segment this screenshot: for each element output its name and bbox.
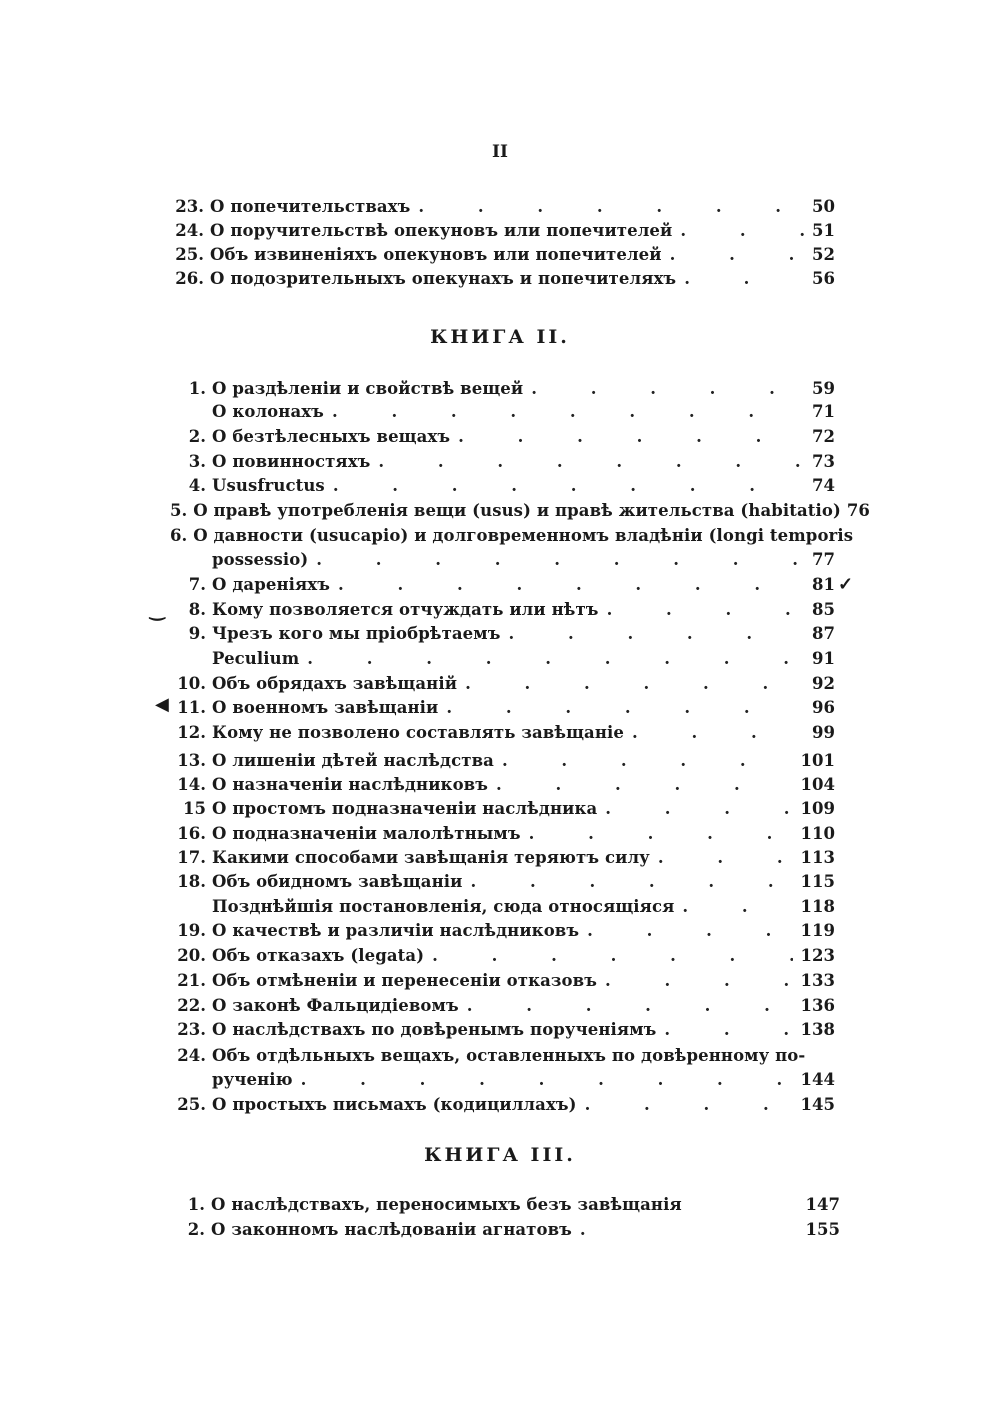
toc-entry bbox=[160, 244, 835, 266]
leader-dots bbox=[508, 623, 804, 645]
entry-title: Peculium bbox=[212, 649, 300, 668]
entry-title: О безтѣлесныхъ вещахъ bbox=[212, 427, 451, 446]
toc-entry bbox=[170, 697, 835, 719]
toc-entry bbox=[170, 623, 835, 645]
toc-entry-continuation bbox=[170, 549, 835, 571]
entry-number: 6. bbox=[170, 526, 188, 545]
entry-title: О простомъ подназначеніи наслѣдника bbox=[212, 799, 598, 818]
leader-dots bbox=[531, 378, 804, 400]
entry-title: О попечительствахъ bbox=[210, 197, 411, 216]
entry-page: 52 bbox=[812, 245, 835, 264]
entry-title: О раздѣленіи и свойствѣ вещей bbox=[212, 379, 524, 398]
toc-entry bbox=[170, 525, 854, 547]
entry-page: 145 bbox=[800, 1095, 835, 1114]
entry-title: Какими способами завѣщанія теряютъ силу bbox=[212, 848, 650, 867]
entry-page: 91 bbox=[812, 649, 835, 668]
entry-number: 23. bbox=[177, 1020, 206, 1039]
entry-number: 23. bbox=[175, 197, 204, 216]
leader-dots bbox=[605, 970, 793, 992]
leader-dots bbox=[333, 475, 804, 497]
entry-page: 72 bbox=[812, 427, 835, 446]
leader-dots bbox=[458, 426, 804, 448]
toc-entry bbox=[170, 798, 835, 820]
toc-entry bbox=[170, 475, 835, 497]
entry-title: О лишеніи дѣтей наслѣдства bbox=[212, 751, 494, 770]
toc-entry bbox=[170, 945, 835, 967]
leader-dots bbox=[658, 847, 793, 869]
entry-title: О простыхъ письмахъ (кодициллахъ) bbox=[212, 1095, 577, 1114]
toc-entry bbox=[170, 673, 835, 695]
entry-page: 136 bbox=[800, 996, 835, 1015]
entry-page: 59 bbox=[812, 379, 835, 398]
entry-number: 11. bbox=[177, 698, 206, 717]
entry-page: 73 bbox=[812, 452, 835, 471]
toc-entry bbox=[170, 995, 835, 1017]
entry-number: 3. bbox=[188, 452, 206, 471]
entry-number: 9. bbox=[188, 624, 206, 643]
entry-page: 119 bbox=[800, 921, 835, 940]
entry-number: 17. bbox=[177, 848, 206, 867]
leader-dots bbox=[332, 401, 804, 423]
entry-page: 147 bbox=[805, 1195, 840, 1214]
entry-page: 109 bbox=[800, 799, 835, 818]
page-number: II bbox=[492, 142, 508, 162]
toc-entry bbox=[170, 920, 835, 942]
entry-title: Объ отдѣльныхъ вещахъ, оставленныхъ по довѣренному по- bbox=[212, 1046, 806, 1065]
entry-number: 21. bbox=[177, 971, 206, 990]
toc-entry bbox=[170, 774, 835, 796]
leader-dots bbox=[496, 774, 793, 796]
entry-title: Кому не позволено составлять завѣщаніе bbox=[212, 723, 624, 742]
margin-mark: ‿ bbox=[150, 600, 165, 621]
entry-number: 25. bbox=[175, 245, 204, 264]
leader-dots bbox=[607, 599, 804, 621]
entry-page: 92 bbox=[812, 674, 835, 693]
entry-page: 104 bbox=[800, 775, 835, 794]
entry-page: 118 bbox=[800, 897, 835, 916]
entry-title: О повинностяхъ bbox=[212, 452, 371, 471]
entry-title: Объ извиненіяхъ опекуновъ или попечителей bbox=[210, 245, 662, 264]
leader-dots bbox=[307, 648, 804, 670]
entry-number: 12. bbox=[177, 723, 206, 742]
entry-page: 155 bbox=[805, 1220, 840, 1239]
entry-page: 101 bbox=[800, 751, 835, 770]
entry-page: 113 bbox=[800, 848, 835, 867]
entry-title: О подназначеніи малолѣтнымъ bbox=[212, 824, 521, 843]
toc-entry bbox=[170, 1019, 835, 1041]
entry-title: Позднѣйшія постановленія, сюда относящіяся bbox=[212, 897, 675, 916]
entry-title-continuation: possessio) bbox=[212, 550, 309, 569]
leader-dots bbox=[338, 574, 804, 596]
entry-title: Объ обрядахъ завѣщаній bbox=[212, 674, 458, 693]
leader-dots bbox=[684, 268, 804, 290]
toc-entry bbox=[160, 268, 835, 290]
entry-number: 22. bbox=[177, 996, 206, 1015]
entry-page: 81 bbox=[812, 575, 835, 594]
toc-entry bbox=[170, 648, 835, 670]
entry-title: Объ отмѣненіи и перенесеніи отказовъ bbox=[212, 971, 597, 990]
entry-title-continuation: рученію bbox=[212, 1070, 293, 1089]
entry-number: 16. bbox=[177, 824, 206, 843]
entry-title: Объ отказахъ (legata) bbox=[212, 946, 425, 965]
entry-page: 133 bbox=[800, 971, 835, 990]
toc-entry bbox=[170, 823, 835, 845]
entry-page: 123 bbox=[800, 946, 835, 965]
entry-title: О колонахъ bbox=[212, 402, 324, 421]
toc-entry bbox=[160, 196, 835, 218]
leader-dots bbox=[378, 451, 804, 473]
entry-number: 4. bbox=[188, 476, 206, 495]
entry-title: О давности (usucapio) и долговременномъ владѣніи (longi temporis bbox=[193, 526, 854, 545]
toc-entry bbox=[165, 1219, 840, 1241]
entry-number: 2. bbox=[187, 1220, 205, 1239]
entry-number: 24. bbox=[177, 1046, 206, 1065]
entry-title: О военномъ завѣщаніи bbox=[212, 698, 439, 717]
leader-dots bbox=[680, 220, 804, 242]
toc-entry bbox=[170, 970, 835, 992]
entry-page: 96 bbox=[812, 698, 835, 717]
entry-page: 76 bbox=[846, 501, 870, 520]
entry-page: 74 bbox=[812, 476, 835, 495]
entry-title: Кому позволяется отчуждать или нѣтъ bbox=[212, 600, 599, 619]
entry-page: 85 bbox=[812, 600, 835, 619]
leader-dots bbox=[470, 871, 792, 893]
toc-entry bbox=[170, 401, 835, 423]
leader-dots bbox=[316, 549, 804, 571]
toc-entry bbox=[170, 1094, 835, 1116]
toc-entry bbox=[170, 722, 835, 744]
leader-dots bbox=[502, 750, 793, 772]
entry-number: 13. bbox=[177, 751, 206, 770]
toc-entry bbox=[170, 599, 835, 621]
toc-entry bbox=[170, 896, 835, 918]
entry-page: 99 bbox=[812, 723, 835, 742]
entry-number: 2. bbox=[188, 427, 206, 446]
toc-entry bbox=[170, 451, 835, 473]
entry-number: 20. bbox=[177, 946, 206, 965]
leader-dots bbox=[682, 896, 792, 918]
leader-dots bbox=[529, 823, 793, 845]
toc-entry-continuation bbox=[170, 1069, 835, 1091]
book-2-heading: КНИГА II. bbox=[430, 326, 570, 348]
entry-title: О поручительствѣ опекуновъ или попечителей bbox=[210, 221, 673, 240]
entry-number: 1. bbox=[187, 1195, 205, 1214]
leader-dots bbox=[465, 673, 804, 695]
leader-dots bbox=[670, 244, 804, 266]
leader-dots bbox=[432, 945, 792, 967]
entry-number: 25. bbox=[177, 1095, 206, 1114]
entry-number: 19. bbox=[177, 921, 206, 940]
entry-page: 115 bbox=[800, 872, 835, 891]
entry-title: Чрезъ кого мы пріобрѣтаемъ bbox=[212, 624, 501, 643]
entry-title: О законѣ Фальцидіевомъ bbox=[212, 996, 459, 1015]
leader-dots bbox=[587, 920, 792, 942]
entry-page: 56 bbox=[812, 269, 835, 288]
entry-page: 110 bbox=[800, 824, 835, 843]
entry-title: О наслѣдствахъ по довѣренымъ порученіямъ bbox=[212, 1020, 657, 1039]
margin-arrow-icon: ◀ bbox=[155, 694, 169, 715]
leader-dots bbox=[605, 798, 792, 820]
leader-dots bbox=[632, 722, 804, 744]
entry-title: О назначеніи наслѣдниковъ bbox=[212, 775, 488, 794]
toc-entry bbox=[170, 1045, 835, 1067]
entry-page: 87 bbox=[812, 624, 835, 643]
leader-dots bbox=[585, 1094, 793, 1116]
entry-title: О качествѣ и различіи наслѣдниковъ bbox=[212, 921, 580, 940]
toc-entry bbox=[165, 1194, 840, 1216]
entry-title: О дареніяхъ bbox=[212, 575, 330, 594]
entry-number: 5. bbox=[170, 501, 188, 520]
entry-page: 51 bbox=[812, 221, 835, 240]
toc-entry bbox=[170, 574, 835, 596]
entry-number: 1. bbox=[188, 379, 206, 398]
book-3-heading: КНИГА III. bbox=[424, 1144, 576, 1166]
entry-number: 24. bbox=[175, 221, 204, 240]
toc-entry bbox=[170, 847, 835, 869]
entry-number: 15 bbox=[183, 799, 206, 818]
entry-page: 138 bbox=[800, 1020, 835, 1039]
entry-title: О наслѣдствахъ, переносимыхъ безъ завѣщанія bbox=[211, 1195, 682, 1214]
entry-page: 77 bbox=[812, 550, 835, 569]
toc-entry bbox=[170, 500, 870, 522]
toc-entry bbox=[170, 871, 835, 893]
leader-dots bbox=[580, 1219, 640, 1241]
margin-mark: ✓ bbox=[838, 574, 854, 595]
entry-number: 10. bbox=[177, 674, 206, 693]
entry-number: 26. bbox=[175, 269, 204, 288]
entry-title: О правѣ употребленія вещи (usus) и правѣ жительства (habitatio) bbox=[193, 501, 841, 520]
leader-dots bbox=[467, 995, 793, 1017]
leader-dots bbox=[446, 697, 804, 719]
toc-entry bbox=[170, 426, 835, 448]
entry-number: 7. bbox=[188, 575, 206, 594]
entry-page: 144 bbox=[800, 1070, 835, 1089]
toc-entry bbox=[170, 378, 835, 400]
toc-entry bbox=[170, 750, 835, 772]
entry-page: 71 bbox=[812, 402, 835, 421]
entry-number: 18. bbox=[177, 872, 206, 891]
toc-entry bbox=[160, 220, 835, 242]
entry-page: 50 bbox=[812, 197, 835, 216]
entry-number: 8. bbox=[188, 600, 206, 619]
entry-title: Объ обидномъ завѣщаніи bbox=[212, 872, 463, 891]
entry-number: 14. bbox=[177, 775, 206, 794]
leader-dots bbox=[301, 1069, 793, 1091]
entry-title: Ususfructus bbox=[212, 476, 325, 495]
entry-title: О законномъ наслѣдованіи агнатовъ bbox=[211, 1220, 572, 1239]
leader-dots bbox=[418, 196, 804, 218]
leader-dots bbox=[664, 1019, 792, 1041]
entry-title: О подозрительныхъ опекунахъ и попечителяхъ bbox=[210, 269, 677, 288]
